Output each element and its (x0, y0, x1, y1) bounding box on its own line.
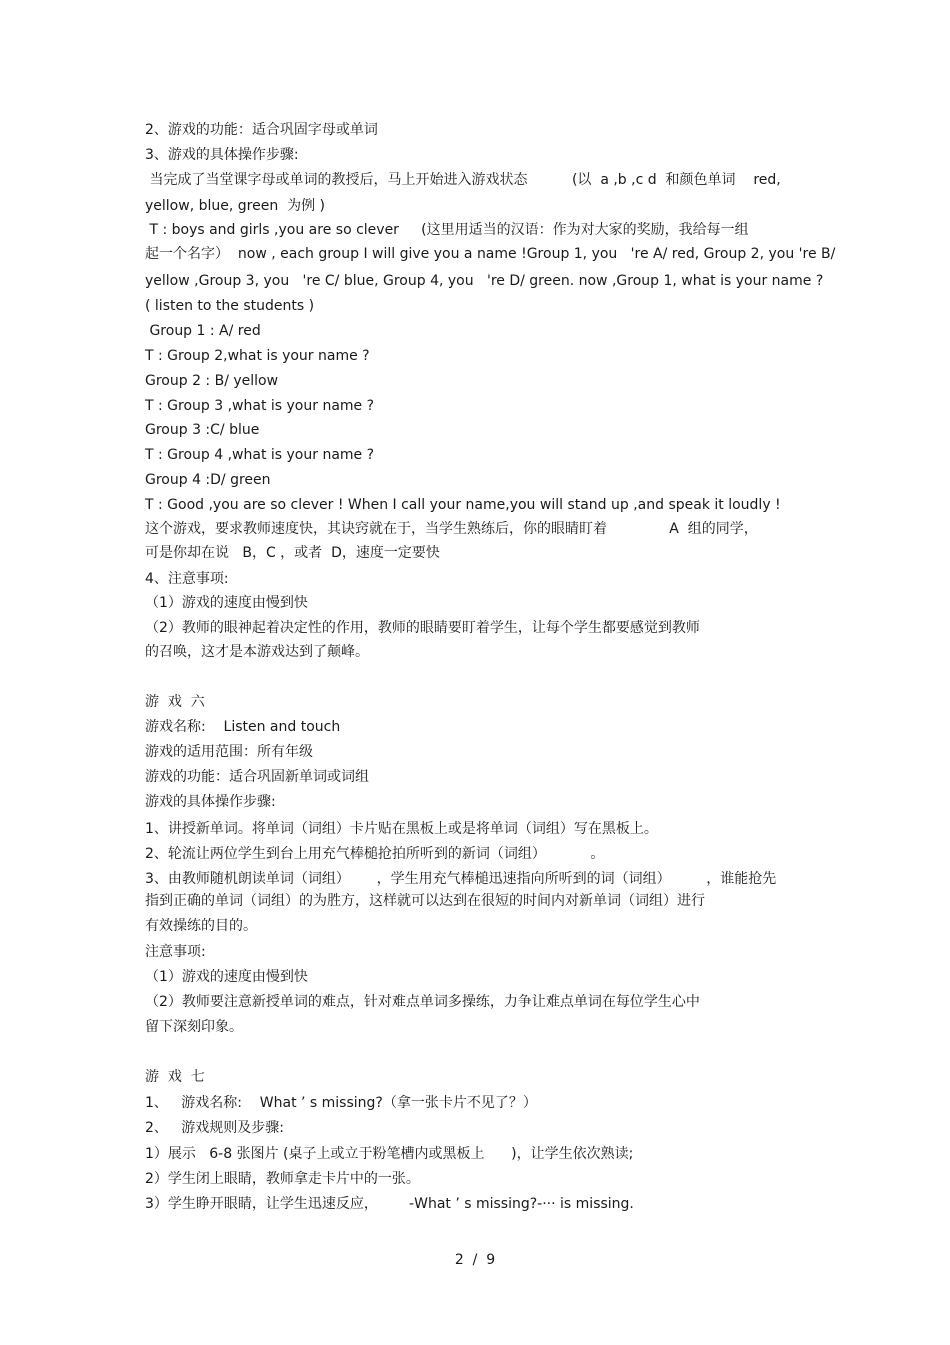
text-line: T : Group 3 ,what is your name ? (145, 398, 375, 414)
text-line: 留下深刻印象。 (145, 1019, 243, 1035)
text-line: ( listen to the students ) (145, 298, 315, 314)
text-line: Group 3 :C/ blue (145, 422, 260, 438)
text-line: Group 4 :D/ green (145, 472, 271, 488)
text-line: 有效操练的目的。 (145, 918, 257, 934)
text-line: 1）展示 6-8 张图片 (桌子上或立于粉笔槽内或黑板上 )，让学生依次熟读; (145, 1146, 634, 1162)
text-line: 2、 游戏规则及步骤: (145, 1120, 284, 1136)
text-line: 游戏的功能：适合巩固新单词或词组 (145, 769, 369, 785)
text-line: T : Group 4 ,what is your name ? (145, 447, 375, 463)
text-line: 3、由教师随机朗读单词（词组） ，学生用充气棒槌迅速指向所听到的词（词组） ，谁能抢先 (145, 871, 777, 887)
text-line: 游戏名称: Listen and touch (145, 719, 341, 735)
text-line: （1）游戏的速度由慢到快 (145, 969, 308, 985)
text-line: Group 1 : A/ red (145, 323, 261, 339)
text-line: yellow ,Group 3, you 're C/ blue, Group 4, you 're D/ green. now ,Group 1, what is your name ? (145, 273, 824, 289)
text-line: 1、 游戏名称: What ’ s missing?（拿一张卡片不见了？） (145, 1095, 537, 1111)
text-line: 1、讲授新单词。将单词（词组）卡片贴在黑板上或是将单词（词组）写在黑板上。 (145, 821, 658, 837)
text-line: （2）教师要注意新授单词的难点，针对难点单词多操练，力争让难点单词在每位学生心中 (145, 994, 700, 1010)
text-line: T : Group 2,what is your name ? (145, 348, 370, 364)
text-line: Group 2 : B/ yellow (145, 373, 279, 389)
page-number: 2 / 9 (454, 1252, 496, 1268)
text-line: 游戏的具体操作步骤: (145, 794, 276, 810)
text-line: 注意事项: (145, 944, 206, 960)
text-line: （2）教师的眼神起着决定性的作用，教师的眼睛要盯着学生，让每个学生都要感觉到教师 (145, 620, 700, 636)
text-line: 3）学生睁开眼睛，让学生迅速反应， -What ’ s missing?-··· is missing. (145, 1196, 634, 1212)
text-line: 当完成了当堂课字母或单词的教授后，马上开始进入游戏状态 (以 a ,b ,c d 和颜色单词 red, (145, 172, 781, 188)
text-line: 2、游戏的功能：适合巩固字母或单词 (145, 122, 378, 138)
text-line: 3、游戏的具体操作步骤: (145, 147, 299, 163)
text-line: T : Good ,you are so clever ! When I call your name,you will stand up ,and speak it loudly ! (145, 497, 781, 513)
section-heading: 游 戏 六 (145, 694, 205, 710)
text-line: 可是你却在说 B，C ，或者 D，速度一定要快 (145, 545, 440, 561)
text-line: 的召唤，这才是本游戏达到了颠峰。 (145, 644, 369, 660)
text-line: 4、注意事项: (145, 571, 229, 587)
text-line: 游戏的适用范围：所有年级 (145, 744, 313, 760)
text-line: 2）学生闭上眼睛，教师拿走卡片中的一张。 (145, 1171, 420, 1187)
text-line: T : boys and girls ,you are so clever (这里用适当的汉语：作为对大家的奖励，我给每一组 (145, 222, 749, 238)
text-line: （1）游戏的速度由慢到快 (145, 595, 308, 611)
text-line: 指到正确的单词（词组）的为胜方，这样就可以达到在很短的时间内对新单词（词组）进行 (145, 893, 705, 909)
text-line: 这个游戏，要求教师速度快，其诀窍就在于，当学生熟练后，你的眼睛盯着 A 组的同学， (145, 521, 758, 537)
section-heading: 游 戏 七 (145, 1069, 205, 1085)
text-line: 起一个名字） now , each group I will give you a name !Group 1, you 're A/ red, Group 2, you 're B/ (145, 246, 836, 262)
text-line: yellow, blue, green 为例 ) (145, 198, 326, 214)
text-line: 2、轮流让两位学生到台上用充气棒槌抢拍所听到的新词（词组） 。 (145, 846, 605, 862)
